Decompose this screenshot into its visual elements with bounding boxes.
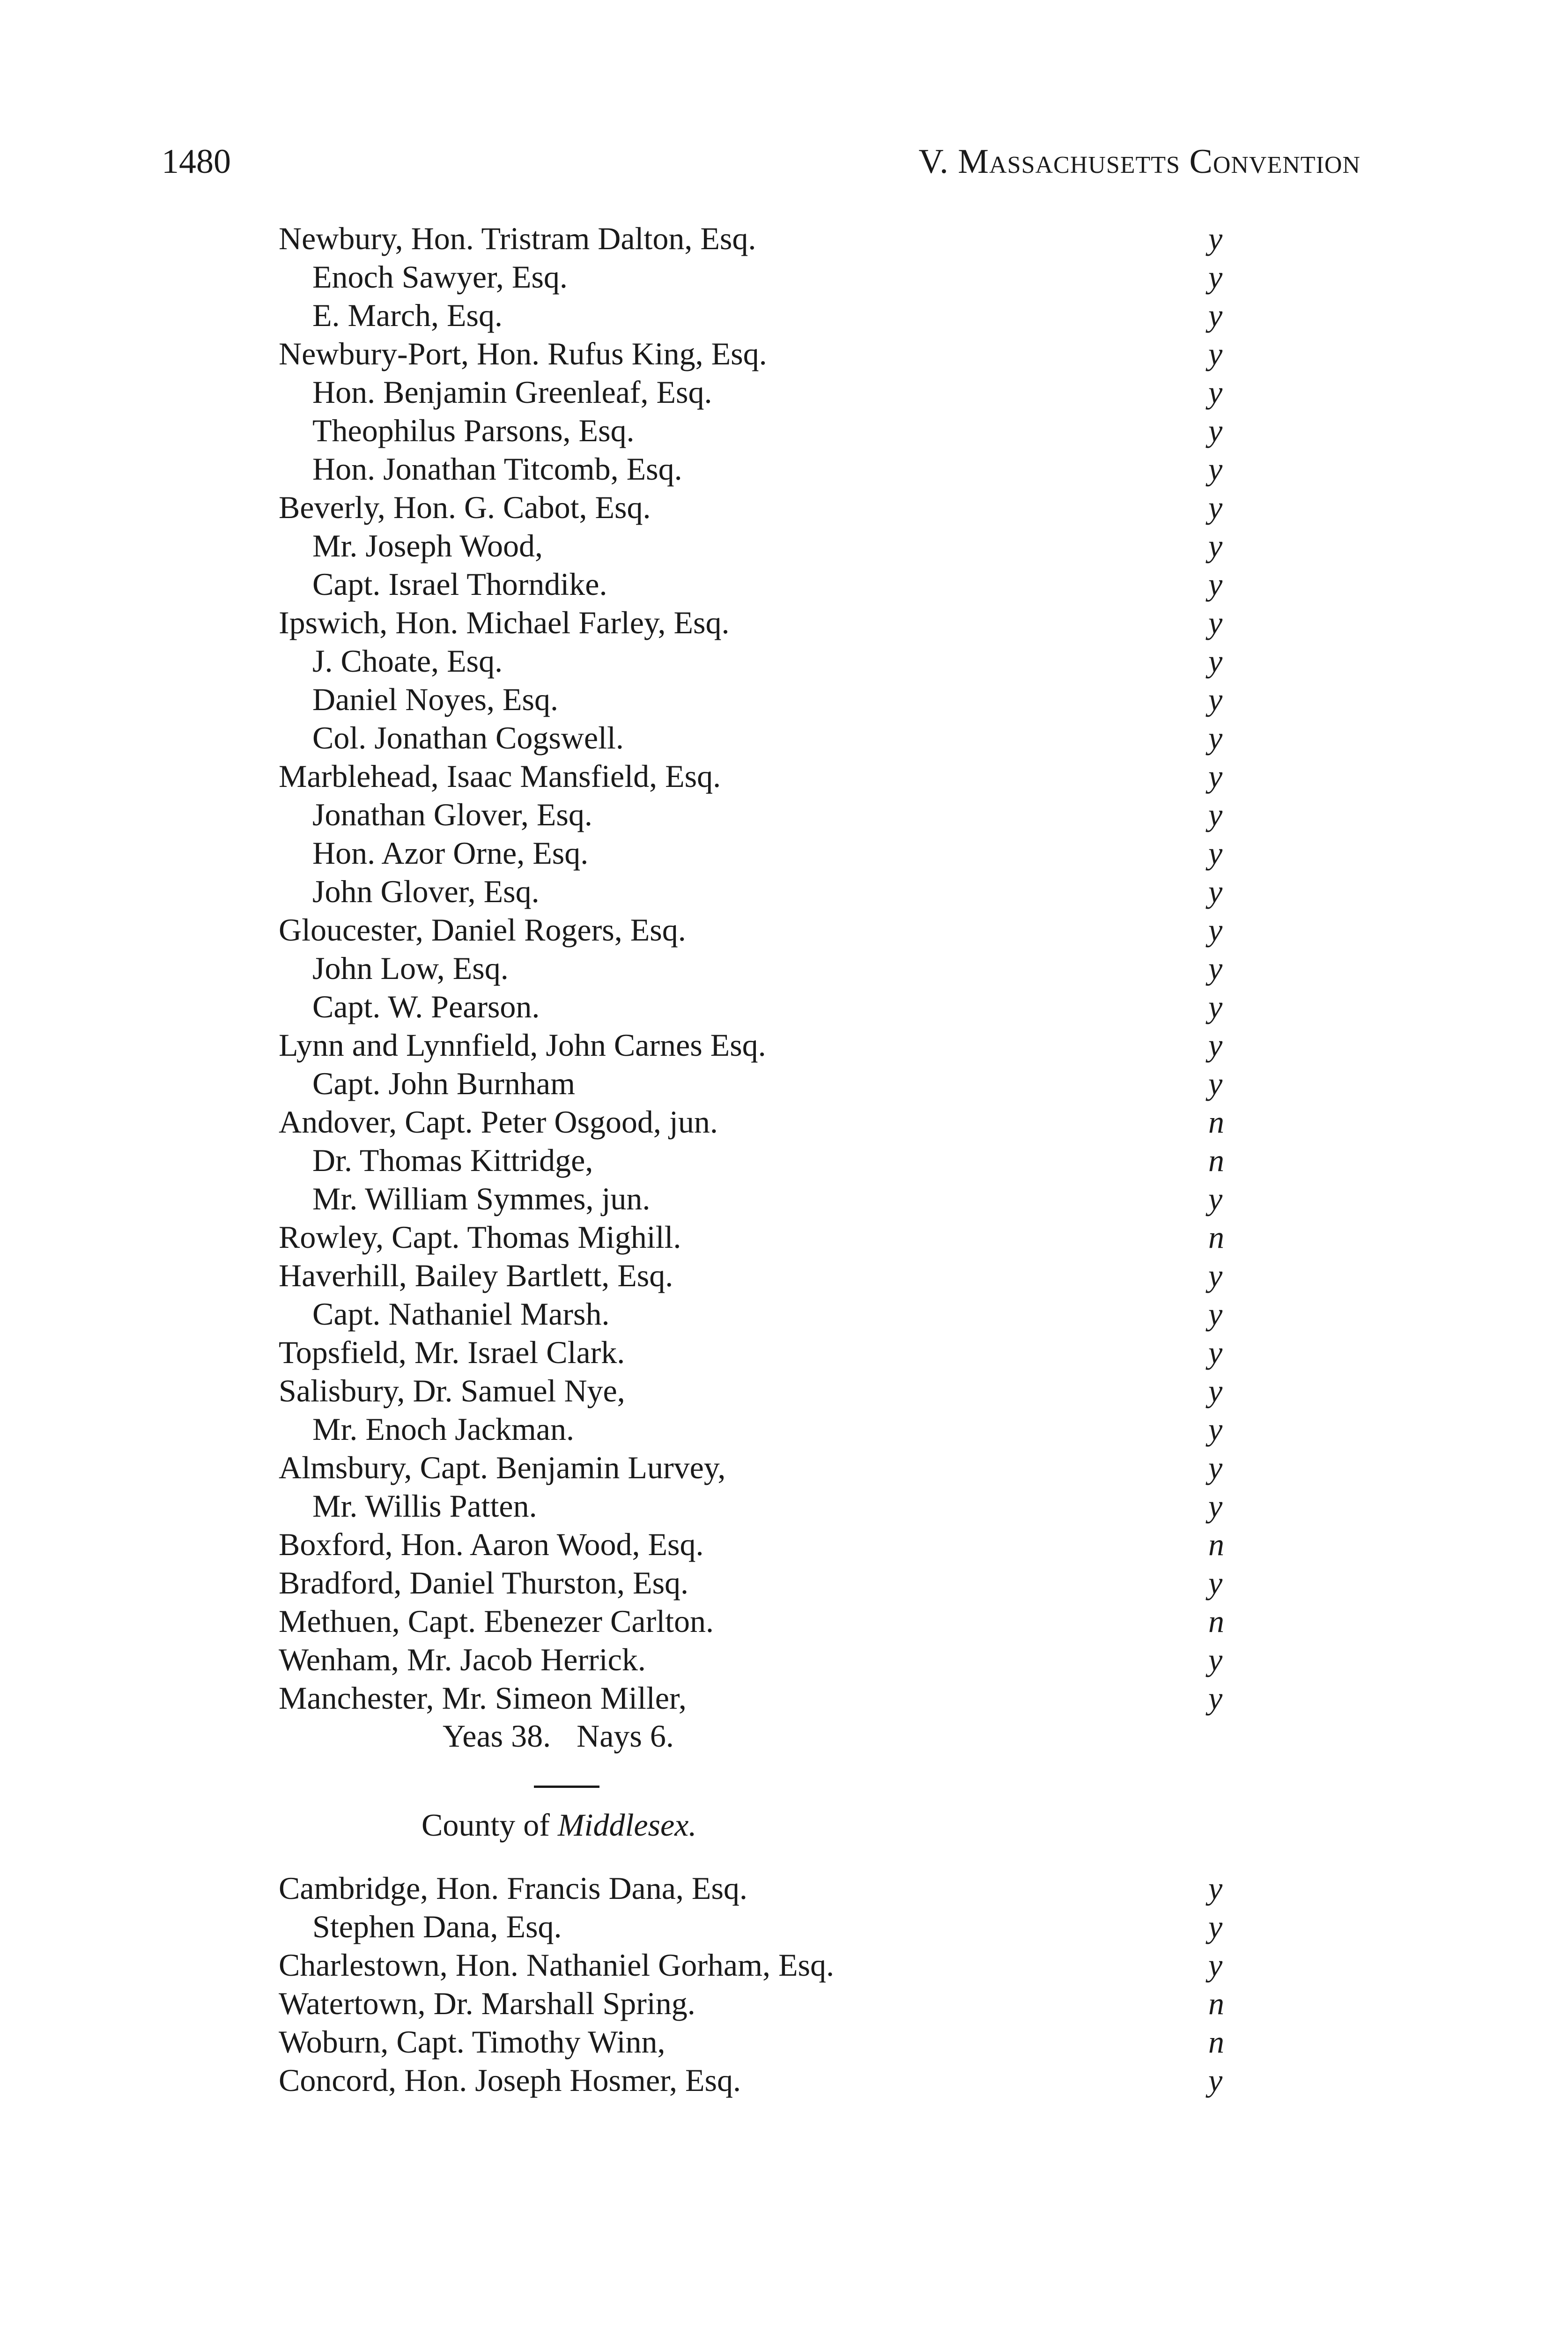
delegate-row	[279, 642, 1267, 680]
essex-vote-list	[279, 219, 1267, 1717]
vote-mark: y	[1208, 682, 1223, 717]
delegate-row	[279, 1333, 1267, 1371]
delegate-row	[279, 1679, 1267, 1717]
middlesex-vote-list	[279, 1869, 1267, 2099]
vote-mark: y	[1208, 528, 1223, 563]
vote-mark: y	[1208, 336, 1223, 371]
delegate-name: Hon. Azor Orne, Esq.	[312, 835, 589, 871]
delegate-name: Mr. William Symmes, jun.	[312, 1181, 651, 1216]
delegate-name: John Glover, Esq.	[312, 874, 540, 909]
delegate-row	[279, 1946, 1267, 1984]
vote-mark: n	[1208, 1603, 1224, 1639]
vote-mark: y	[1208, 489, 1223, 525]
delegate-row	[279, 949, 1267, 987]
delegate-row	[279, 1026, 1267, 1064]
page-number: 1480	[162, 142, 231, 181]
delegate-name: Wenham, Mr. Jacob Herrick.	[279, 1642, 646, 1677]
delegate-row	[279, 1907, 1267, 1946]
delegate-row	[279, 334, 1267, 373]
delegate-row	[279, 2023, 1267, 2061]
delegate-name: Hon. Jonathan Titcomb, Esq.	[312, 451, 682, 487]
delegate-row	[279, 1448, 1267, 1487]
vote-mark: y	[1208, 1565, 1223, 1601]
delegate-name: Stephen Dana, Esq.	[312, 1909, 562, 1944]
vote-mark: y	[1208, 1947, 1223, 1983]
delegate-row	[279, 1256, 1267, 1295]
vote-mark: y	[1208, 1258, 1223, 1293]
vote-mark: y	[1208, 758, 1223, 794]
delegate-row	[279, 1525, 1267, 1564]
vote-mark: y	[1208, 374, 1223, 410]
nays-count: Nays 6.	[577, 1718, 674, 1754]
vote-mark: n	[1208, 1104, 1224, 1140]
delegate-name: Charlestown, Hon. Nathaniel Gorham, Esq.	[279, 1947, 834, 1983]
vote-mark: y	[1208, 1642, 1223, 1677]
delegate-name: J. Choate, Esq.	[312, 643, 503, 679]
delegate-name: Rowley, Capt. Thomas Mighill.	[279, 1219, 681, 1255]
delegate-name: Col. Jonathan Cogswell.	[312, 720, 624, 756]
running-head: V. Massachusetts Convention	[918, 142, 1361, 181]
delegate-name: Capt. Israel Thorndike.	[312, 566, 607, 602]
delegate-name: Capt. W. Pearson.	[312, 989, 540, 1024]
delegate-row	[279, 1371, 1267, 1410]
vote-mark: y	[1208, 413, 1223, 448]
vote-mark: y	[1208, 720, 1223, 756]
delegate-row	[279, 680, 1267, 719]
delegate-row	[279, 795, 1267, 834]
delegate-row	[279, 373, 1267, 411]
delegate-name: Andover, Capt. Peter Osgood, jun.	[279, 1104, 718, 1140]
vote-mark: y	[1208, 1450, 1223, 1485]
delegate-row	[279, 872, 1267, 911]
delegate-name: Mr. Enoch Jackman.	[312, 1411, 574, 1447]
vote-mark: y	[1208, 797, 1223, 832]
vote-mark: y	[1208, 1411, 1223, 1447]
delegate-name: Almsbury, Capt. Benjamin Lurvey,	[279, 1450, 726, 1485]
delegate-name: Bradford, Daniel Thurston, Esq.	[279, 1565, 689, 1601]
vote-mark: y	[1208, 989, 1223, 1024]
vote-mark: n	[1208, 1527, 1224, 1562]
delegate-name: Haverhill, Bailey Bartlett, Esq.	[279, 1258, 673, 1293]
delegate-name: Methuen, Capt. Ebenezer Carlton.	[279, 1603, 714, 1639]
delegate-row	[279, 565, 1267, 603]
delegate-row	[279, 2061, 1267, 2099]
delegate-name: Enoch Sawyer, Esq.	[312, 259, 568, 295]
delegate-row	[279, 526, 1267, 565]
vote-mark: y	[1208, 451, 1223, 487]
delegate-name: E. March, Esq.	[312, 297, 503, 333]
vote-mark: y	[1208, 566, 1223, 602]
delegate-row	[279, 1295, 1267, 1333]
vote-mark: y	[1208, 605, 1223, 640]
vote-mark: y	[1208, 1334, 1223, 1370]
delegate-name: Capt. Nathaniel Marsh.	[312, 1296, 610, 1332]
delegate-name: Salisbury, Dr. Samuel Nye,	[279, 1373, 625, 1408]
vote-mark: y	[1208, 1027, 1223, 1063]
vote-mark: y	[1208, 835, 1223, 871]
delegate-row	[279, 219, 1267, 258]
delegate-row	[279, 258, 1267, 296]
vote-mark: y	[1208, 297, 1223, 333]
delegate-row	[279, 411, 1267, 450]
vote-mark: y	[1208, 643, 1223, 679]
delegate-row	[279, 1103, 1267, 1141]
delegate-row	[279, 987, 1267, 1026]
delegate-name: Marblehead, Isaac Mansfield, Esq.	[279, 758, 721, 794]
vote-mark: y	[1208, 221, 1223, 256]
delegate-row	[279, 1064, 1267, 1103]
vote-mark: y	[1208, 1296, 1223, 1332]
vote-mark: y	[1208, 874, 1223, 909]
delegate-name: Beverly, Hon. G. Cabot, Esq.	[279, 489, 651, 525]
delegate-row	[279, 1141, 1267, 1179]
vote-mark: y	[1208, 1909, 1223, 1944]
vote-mark: y	[1208, 2062, 1223, 2098]
delegate-name: Mr. Willis Patten.	[312, 1488, 537, 1524]
vote-tally	[443, 1717, 674, 1755]
delegate-name: Theophilus Parsons, Esq.	[312, 413, 635, 448]
delegate-row	[279, 488, 1267, 526]
delegate-name: Newbury-Port, Hon. Rufus King, Esq.	[279, 336, 767, 371]
vote-mark: y	[1208, 950, 1223, 986]
county-heading-name: Middlesex.	[557, 1807, 697, 1843]
delegate-row	[279, 450, 1267, 488]
delegate-name: Ipswich, Hon. Michael Farley, Esq.	[279, 605, 730, 640]
delegate-row	[279, 1564, 1267, 1602]
county-heading-prefix: County of	[422, 1807, 550, 1843]
vote-mark: y	[1208, 1680, 1223, 1716]
delegate-name: Woburn, Capt. Timothy Winn,	[279, 2024, 666, 2060]
delegate-name: Topsfield, Mr. Israel Clark.	[279, 1334, 625, 1370]
delegate-row	[279, 1487, 1267, 1525]
delegate-name: Manchester, Mr. Simeon Miller,	[279, 1680, 687, 1716]
vote-mark: n	[1208, 1986, 1224, 2021]
delegate-name: Jonathan Glover, Esq.	[312, 797, 592, 832]
vote-mark: n	[1208, 2024, 1224, 2060]
yeas-count: Yeas 38.	[443, 1718, 551, 1754]
vote-mark: y	[1208, 1870, 1223, 1906]
vote-mark: y	[1208, 1066, 1223, 1101]
page-header	[162, 136, 1361, 187]
delegate-row	[279, 1640, 1267, 1679]
delegate-row	[279, 757, 1267, 795]
delegate-name: Daniel Noyes, Esq.	[312, 682, 559, 717]
vote-mark: y	[1208, 1488, 1223, 1524]
delegate-name: Newbury, Hon. Tristram Dalton, Esq.	[279, 221, 756, 256]
vote-mark: y	[1208, 1181, 1223, 1216]
delegate-row	[279, 1218, 1267, 1256]
vote-mark: n	[1208, 1219, 1224, 1255]
delegate-row	[279, 1869, 1267, 1907]
delegate-name: Boxford, Hon. Aaron Wood, Esq.	[279, 1527, 704, 1562]
delegate-row	[279, 834, 1267, 872]
delegate-name: Capt. John Burnham	[312, 1066, 575, 1101]
vote-mark: y	[1208, 259, 1223, 295]
section-divider	[534, 1786, 599, 1788]
vote-mark: y	[1208, 912, 1223, 948]
delegate-name: Watertown, Dr. Marshall Spring.	[279, 1986, 695, 2021]
vote-mark: n	[1208, 1142, 1224, 1178]
delegate-name: Dr. Thomas Kittridge,	[312, 1142, 593, 1178]
delegate-name: Lynn and Lynnfield, John Carnes Esq.	[279, 1027, 766, 1063]
delegate-row	[279, 911, 1267, 949]
delegate-row	[279, 1410, 1267, 1448]
delegate-name: Cambridge, Hon. Francis Dana, Esq.	[279, 1870, 747, 1906]
delegate-name: Mr. Joseph Wood,	[312, 528, 543, 563]
delegate-row	[279, 719, 1267, 757]
delegate-row	[279, 603, 1267, 642]
delegate-name: John Low, Esq.	[312, 950, 509, 986]
delegate-row	[279, 1602, 1267, 1640]
delegate-row	[279, 1179, 1267, 1218]
delegate-name: Gloucester, Daniel Rogers, Esq.	[279, 912, 686, 948]
delegate-row	[279, 1984, 1267, 2023]
delegate-name: Concord, Hon. Joseph Hosmer, Esq.	[279, 2062, 741, 2098]
vote-mark: y	[1208, 1373, 1223, 1408]
delegate-name: Hon. Benjamin Greenleaf, Esq.	[312, 374, 712, 410]
county-heading	[422, 1806, 696, 1844]
delegate-row	[279, 296, 1267, 334]
